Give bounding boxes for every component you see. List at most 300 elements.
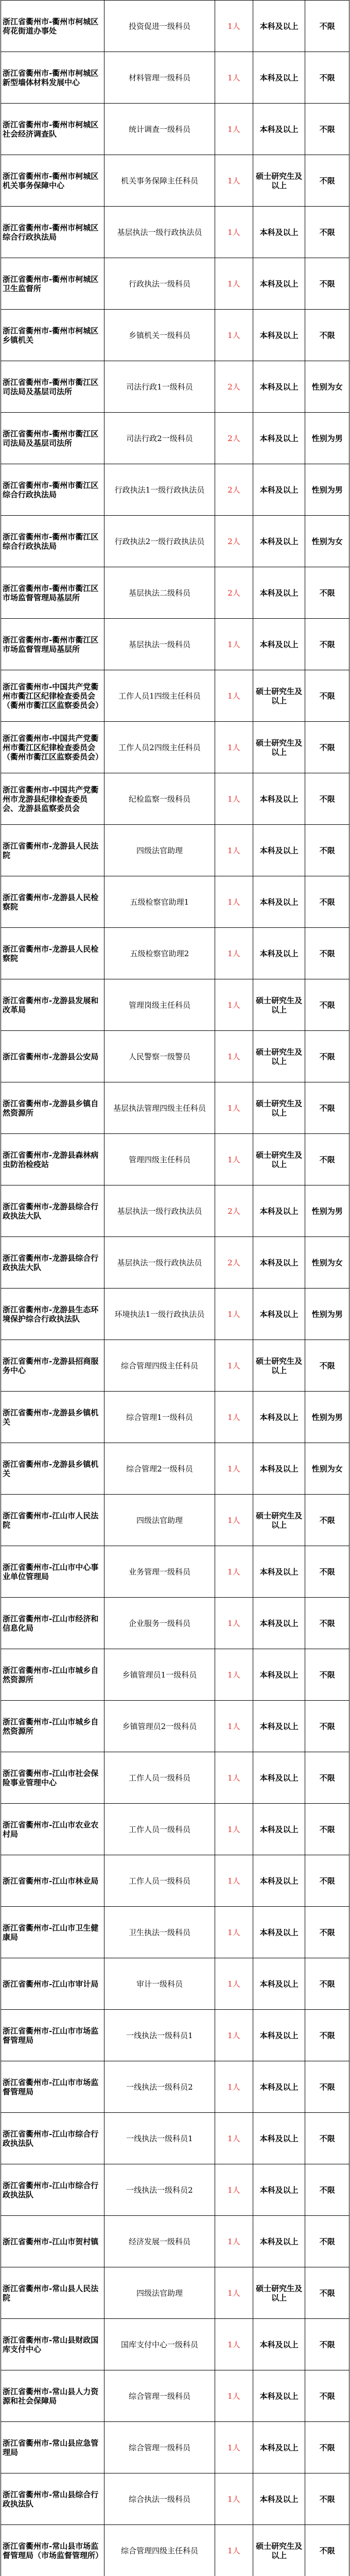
unit-cell: 浙江省衢州市-龙游县生态环境保护综合行政执法队 xyxy=(1,1289,104,1340)
education-cell: 硕士研究生及以上 xyxy=(253,1082,305,1134)
table-row xyxy=(1,2267,349,2319)
unit-cell: 浙江省衢州市-江山市城乡自然资源所 xyxy=(1,1701,104,1752)
gender-cell: 不限 xyxy=(305,1495,349,1546)
gender-cell: 不限 xyxy=(305,619,349,670)
headcount-cell: 1人 xyxy=(215,876,253,928)
unit-cell: 浙江省衢州市-常山县综合行政执法队 xyxy=(1,2473,104,2525)
headcount-cell: 1人 xyxy=(215,2422,253,2473)
table-row xyxy=(1,2061,349,2113)
table-row xyxy=(1,1598,349,1649)
gender-cell: 不限 xyxy=(305,722,349,773)
gender-cell: 性别为女 xyxy=(305,1237,349,1289)
education-cell: 本科及以上 xyxy=(253,825,305,876)
table-row xyxy=(1,1495,349,1546)
gender-cell: 不限 xyxy=(305,2061,349,2113)
gender-cell: 不限 xyxy=(305,1598,349,1649)
unit-cell: 浙江省衢州市-衢州市柯城区机关事务保障中心 xyxy=(1,155,104,207)
gender-cell: 性别为男 xyxy=(305,1392,349,1443)
headcount-cell: 1人 xyxy=(215,1134,253,1185)
education-cell: 本科及以上 xyxy=(253,1,305,52)
education-cell: 硕士研究生及以上 xyxy=(253,155,305,207)
gender-cell: 不限 xyxy=(305,979,349,1031)
position-cell: 行政执法一级科员 xyxy=(104,258,215,310)
gender-cell: 不限 xyxy=(305,155,349,207)
position-cell: 基层执法一级行政执法员 xyxy=(104,207,215,258)
education-cell: 本科及以上 xyxy=(253,207,305,258)
table-row xyxy=(1,1752,349,1804)
headcount-cell: 1人 xyxy=(215,1031,253,1082)
education-cell: 本科及以上 xyxy=(253,1289,305,1340)
gender-cell: 不限 xyxy=(305,1340,349,1392)
education-cell: 硕士研究生及以上 xyxy=(253,722,305,773)
headcount-cell: 1人 xyxy=(215,722,253,773)
table-row xyxy=(1,2010,349,2061)
unit-cell: 浙江省衢州市-江山市综合行政执法队 xyxy=(1,2164,104,2216)
position-cell: 经济发展一级科员 xyxy=(104,2216,215,2267)
position-cell: 企业服务一级科员 xyxy=(104,1598,215,1649)
unit-cell: 浙江省衢州市-衢州市衢江区市场监督管理局基层所 xyxy=(1,567,104,619)
headcount-cell: 1人 xyxy=(215,2473,253,2525)
position-cell: 业务管理一级科员 xyxy=(104,1546,215,1598)
unit-cell: 浙江省衢州市-江山市贺村镇 xyxy=(1,2216,104,2267)
gender-cell: 不限 xyxy=(305,2010,349,2061)
headcount-cell: 1人 xyxy=(215,1340,253,1392)
education-cell: 本科及以上 xyxy=(253,1237,305,1289)
headcount-cell: 2人 xyxy=(215,1185,253,1237)
position-cell: 国库支付中心一级科员 xyxy=(104,2319,215,2370)
table-row xyxy=(1,670,349,722)
education-cell: 硕士研究生及以上 xyxy=(253,670,305,722)
unit-cell: 浙江省衢州市-龙游县乡镇自然资源所 xyxy=(1,1082,104,1134)
gender-cell: 不限 xyxy=(305,670,349,722)
table-row xyxy=(1,2370,349,2422)
table-row xyxy=(1,413,349,464)
headcount-cell: 1人 xyxy=(215,1958,253,2010)
unit-cell: 浙江省衢州市-衢州市柯城区乡镇机关 xyxy=(1,310,104,361)
table-row xyxy=(1,2319,349,2370)
headcount-cell: 1人 xyxy=(215,928,253,979)
gender-cell: 不限 xyxy=(305,2473,349,2525)
unit-cell: 浙江省衢州市-衢州市衢江区综合行政执法局 xyxy=(1,464,104,516)
unit-cell: 浙江省衢州市-衢州市柯城区卫生监督所 xyxy=(1,258,104,310)
education-cell: 本科及以上 xyxy=(253,1392,305,1443)
headcount-cell: 1人 xyxy=(215,1855,253,1907)
position-cell: 综合执法一级科员 xyxy=(104,2473,215,2525)
gender-cell: 性别为男 xyxy=(305,1185,349,1237)
unit-cell: 浙江省衢州市-龙游县招商服务中心 xyxy=(1,1340,104,1392)
table-row xyxy=(1,2525,349,2576)
table-row xyxy=(1,567,349,619)
position-cell: 投资促进一级科员 xyxy=(104,1,215,52)
headcount-cell: 1人 xyxy=(215,825,253,876)
position-cell: 基层执法管理四级主任科员 xyxy=(104,1082,215,1134)
unit-cell: 浙江省衢州市-常山县人力资源和社会保障局 xyxy=(1,2370,104,2422)
table-row xyxy=(1,1546,349,1598)
position-cell: 五级检察官助理2 xyxy=(104,928,215,979)
unit-cell: 浙江省衢州市-常山县财政国库支付中心 xyxy=(1,2319,104,2370)
headcount-cell: 1人 xyxy=(215,1804,253,1855)
education-cell: 本科及以上 xyxy=(253,1804,305,1855)
headcount-cell: 1人 xyxy=(215,773,253,825)
gender-cell: 性别为女 xyxy=(305,516,349,567)
gender-cell: 不限 xyxy=(305,1,349,52)
education-cell: 本科及以上 xyxy=(253,2113,305,2164)
unit-cell: 浙江省衢州市-常山县应急管理局 xyxy=(1,2422,104,2473)
gender-cell: 不限 xyxy=(305,1804,349,1855)
position-cell: 司法行政1一级科员 xyxy=(104,361,215,413)
education-cell: 硕士研究生及以上 xyxy=(253,2525,305,2576)
headcount-cell: 1人 xyxy=(215,207,253,258)
position-cell: 综合管理四级主任科员 xyxy=(104,1340,215,1392)
unit-cell: 浙江省衢州市-衢州市衢江区司法局及基层司法所 xyxy=(1,413,104,464)
unit-cell: 浙江省衢州市-江山市审计局 xyxy=(1,1958,104,2010)
gender-cell: 不限 xyxy=(305,310,349,361)
position-cell: 人民警察一级警员 xyxy=(104,1031,215,1082)
unit-cell: 浙江省衢州市-江山市城乡自然资源所 xyxy=(1,1649,104,1701)
position-cell: 四级法官助理 xyxy=(104,1495,215,1546)
table-row xyxy=(1,1392,349,1443)
gender-cell: 不限 xyxy=(305,1855,349,1907)
table-body xyxy=(1,1,349,2576)
education-cell: 本科及以上 xyxy=(253,464,305,516)
gender-cell: 不限 xyxy=(305,773,349,825)
table-row xyxy=(1,1443,349,1495)
unit-cell: 浙江省衢州市-江山市市场监督管理局 xyxy=(1,2010,104,2061)
position-cell: 一线执法一级科员2 xyxy=(104,2061,215,2113)
unit-cell: 浙江省衢州市-衢州市柯城区荷花街道办事处 xyxy=(1,1,104,52)
headcount-cell: 1人 xyxy=(215,2267,253,2319)
unit-cell: 浙江省衢州市-江山市市场监督管理局 xyxy=(1,2061,104,2113)
education-cell: 本科及以上 xyxy=(253,1701,305,1752)
table-row xyxy=(1,928,349,979)
table-row xyxy=(1,1907,349,1958)
gender-cell: 不限 xyxy=(305,1031,349,1082)
gender-cell: 不限 xyxy=(305,876,349,928)
position-cell: 乡镇机关一级科员 xyxy=(104,310,215,361)
table-row xyxy=(1,1185,349,1237)
headcount-cell: 1人 xyxy=(215,1392,253,1443)
gender-cell: 不限 xyxy=(305,104,349,155)
unit-cell: 浙江省衢州市-江山市经济和信息化局 xyxy=(1,1598,104,1649)
education-cell: 本科及以上 xyxy=(253,2010,305,2061)
education-cell: 本科及以上 xyxy=(253,104,305,155)
gender-cell: 不限 xyxy=(305,2267,349,2319)
headcount-cell: 2人 xyxy=(215,464,253,516)
position-cell: 一线执法一级科员1 xyxy=(104,2010,215,2061)
table-row xyxy=(1,258,349,310)
table-row xyxy=(1,825,349,876)
education-cell: 本科及以上 xyxy=(253,1907,305,1958)
position-cell: 基层执法一级行政执法员 xyxy=(104,1237,215,1289)
education-cell: 本科及以上 xyxy=(253,1958,305,2010)
gender-cell: 性别为女 xyxy=(305,1443,349,1495)
headcount-cell: 2人 xyxy=(215,567,253,619)
table-row xyxy=(1,1289,349,1340)
education-cell: 本科及以上 xyxy=(253,2061,305,2113)
position-cell: 基层执法二级科员 xyxy=(104,567,215,619)
education-cell: 本科及以上 xyxy=(253,567,305,619)
headcount-cell: 1人 xyxy=(215,1701,253,1752)
unit-cell: 浙江省衢州市-龙游县发展和改革局 xyxy=(1,979,104,1031)
education-cell: 本科及以上 xyxy=(253,52,305,104)
gender-cell: 不限 xyxy=(305,1907,349,1958)
unit-cell: 浙江省衢州市-中国共产党衢州市龙游县纪律检查委员会、龙游县监察委员会 xyxy=(1,773,104,825)
table-row xyxy=(1,52,349,104)
table-row xyxy=(1,979,349,1031)
position-cell: 机关事务保障主任科员 xyxy=(104,155,215,207)
gender-cell: 性别为男 xyxy=(305,1289,349,1340)
headcount-cell: 1人 xyxy=(215,2164,253,2216)
gender-cell: 性别为男 xyxy=(305,413,349,464)
headcount-cell: 1人 xyxy=(215,1598,253,1649)
education-cell: 本科及以上 xyxy=(253,2422,305,2473)
position-cell: 工作人员一级科员 xyxy=(104,1855,215,1907)
education-cell: 硕士研究生及以上 xyxy=(253,1340,305,1392)
education-cell: 本科及以上 xyxy=(253,1185,305,1237)
headcount-cell: 1人 xyxy=(215,1495,253,1546)
headcount-cell: 2人 xyxy=(215,1237,253,1289)
table-row xyxy=(1,773,349,825)
education-cell: 本科及以上 xyxy=(253,1443,305,1495)
headcount-cell: 1人 xyxy=(215,979,253,1031)
position-cell: 工作人员1四级主任科员 xyxy=(104,670,215,722)
table-row xyxy=(1,464,349,516)
unit-cell: 浙江省衢州市-衢州市柯城区新型墙体材料发展中心 xyxy=(1,52,104,104)
table-row xyxy=(1,2164,349,2216)
position-cell: 五级检察官助理1 xyxy=(104,876,215,928)
table-row xyxy=(1,2216,349,2267)
position-cell: 管理四级主任科员 xyxy=(104,1134,215,1185)
table-row xyxy=(1,1237,349,1289)
education-cell: 本科及以上 xyxy=(253,413,305,464)
position-cell: 乡镇管理员2一级科员 xyxy=(104,1701,215,1752)
position-cell: 基层执法一级科员 xyxy=(104,619,215,670)
headcount-cell: 1人 xyxy=(215,1752,253,1804)
gender-cell: 不限 xyxy=(305,567,349,619)
education-cell: 硕士研究生及以上 xyxy=(253,1031,305,1082)
position-cell: 综合管理一级科员 xyxy=(104,2370,215,2422)
headcount-cell: 1人 xyxy=(215,619,253,670)
table-row xyxy=(1,1,349,52)
headcount-cell: 1人 xyxy=(215,1649,253,1701)
table-row xyxy=(1,1958,349,2010)
gender-cell: 不限 xyxy=(305,1134,349,1185)
position-cell: 工作人员一级科员 xyxy=(104,1752,215,1804)
education-cell: 本科及以上 xyxy=(253,310,305,361)
headcount-cell: 1人 xyxy=(215,1546,253,1598)
recruitment-table xyxy=(1,0,349,2576)
table-row xyxy=(1,1082,349,1134)
gender-cell: 不限 xyxy=(305,2319,349,2370)
education-cell: 硕士研究生及以上 xyxy=(253,1495,305,1546)
position-cell: 工作人员一级科员 xyxy=(104,1804,215,1855)
education-cell: 本科及以上 xyxy=(253,1752,305,1804)
gender-cell: 不限 xyxy=(305,825,349,876)
education-cell: 本科及以上 xyxy=(253,361,305,413)
position-cell: 材料管理一级科员 xyxy=(104,52,215,104)
unit-cell: 浙江省衢州市-常山县市场监督管理局（市场监督管理所） xyxy=(1,2525,104,2576)
position-cell: 行政执法1一级行政执法员 xyxy=(104,464,215,516)
gender-cell: 不限 xyxy=(305,1649,349,1701)
position-cell: 四级法官助理 xyxy=(104,825,215,876)
gender-cell: 不限 xyxy=(305,2525,349,2576)
headcount-cell: 1人 xyxy=(215,2010,253,2061)
headcount-cell: 1人 xyxy=(215,2061,253,2113)
position-cell: 乡镇管理员1一级科员 xyxy=(104,1649,215,1701)
education-cell: 本科及以上 xyxy=(253,2216,305,2267)
headcount-cell: 1人 xyxy=(215,52,253,104)
unit-cell: 浙江省衢州市-龙游县综合行政执法大队 xyxy=(1,1237,104,1289)
unit-cell: 浙江省衢州市-衢州市衢江区市场监督管理局基层所 xyxy=(1,619,104,670)
position-cell: 综合管理一级科员 xyxy=(104,2422,215,2473)
table-row xyxy=(1,1340,349,1392)
unit-cell: 浙江省衢州市-江山市卫生健康局 xyxy=(1,1907,104,1958)
headcount-cell: 1人 xyxy=(215,155,253,207)
education-cell: 本科及以上 xyxy=(253,619,305,670)
position-cell: 行政执法2一级行政执法员 xyxy=(104,516,215,567)
unit-cell: 浙江省衢州市-江山市社会保险事业管理中心 xyxy=(1,1752,104,1804)
unit-cell: 浙江省衢州市-龙游县乡镇机关 xyxy=(1,1443,104,1495)
unit-cell: 浙江省衢州市-衢州市柯城区社会经济调查队 xyxy=(1,104,104,155)
headcount-cell: 1人 xyxy=(215,2370,253,2422)
unit-cell: 浙江省衢州市-龙游县公安局 xyxy=(1,1031,104,1082)
gender-cell: 不限 xyxy=(305,258,349,310)
table-row xyxy=(1,2473,349,2525)
gender-cell: 不限 xyxy=(305,207,349,258)
table-row xyxy=(1,155,349,207)
position-cell: 管理岗级主任科员 xyxy=(104,979,215,1031)
headcount-cell: 1人 xyxy=(215,1907,253,1958)
table-row xyxy=(1,1804,349,1855)
unit-cell: 浙江省衢州市-常山县人民法院 xyxy=(1,2267,104,2319)
position-cell: 司法行政2一级科员 xyxy=(104,413,215,464)
education-cell: 本科及以上 xyxy=(253,928,305,979)
headcount-cell: 1人 xyxy=(215,1443,253,1495)
unit-cell: 浙江省衢州市-江山市综合行政执法队 xyxy=(1,2113,104,2164)
table-row xyxy=(1,619,349,670)
education-cell: 本科及以上 xyxy=(253,2164,305,2216)
headcount-cell: 1人 xyxy=(215,1,253,52)
table-row xyxy=(1,2422,349,2473)
table-row xyxy=(1,104,349,155)
gender-cell: 不限 xyxy=(305,1958,349,2010)
position-cell: 统计调查一级科员 xyxy=(104,104,215,155)
table-row xyxy=(1,1031,349,1082)
headcount-cell: 1人 xyxy=(215,1082,253,1134)
table-row xyxy=(1,207,349,258)
position-cell: 纪检监察一级科员 xyxy=(104,773,215,825)
unit-cell: 浙江省衢州市-龙游县乡镇机关 xyxy=(1,1392,104,1443)
position-cell: 综合管理1一级科员 xyxy=(104,1392,215,1443)
education-cell: 本科及以上 xyxy=(253,2473,305,2525)
position-cell: 综合管理四级主任科员 xyxy=(104,2525,215,2576)
unit-cell: 浙江省衢州市-中国共产党衢州市衢江区纪律检查委员会（衢州市衢江区监察委员会） xyxy=(1,670,104,722)
education-cell: 本科及以上 xyxy=(253,2319,305,2370)
unit-cell: 浙江省衢州市-龙游县人民检察院 xyxy=(1,928,104,979)
table-row xyxy=(1,876,349,928)
gender-cell: 性别为男 xyxy=(305,464,349,516)
unit-cell: 浙江省衢州市-中国共产党衢州市衢江区纪律检查委员会（衢州市衢江区监察委员会） xyxy=(1,722,104,773)
unit-cell: 浙江省衢州市-江山市中心事业单位管理局 xyxy=(1,1546,104,1598)
gender-cell: 不限 xyxy=(305,1752,349,1804)
table-row xyxy=(1,722,349,773)
headcount-cell: 1人 xyxy=(215,2113,253,2164)
education-cell: 本科及以上 xyxy=(253,2370,305,2422)
headcount-cell: 2人 xyxy=(215,413,253,464)
headcount-cell: 2人 xyxy=(215,516,253,567)
table-row xyxy=(1,516,349,567)
unit-cell: 浙江省衢州市-江山市人民法院 xyxy=(1,1495,104,1546)
unit-cell: 浙江省衢州市-衢州市衢江区综合行政执法局 xyxy=(1,516,104,567)
headcount-cell: 1人 xyxy=(215,2525,253,2576)
position-cell: 卫生执法一级科员 xyxy=(104,1907,215,1958)
table-row xyxy=(1,1134,349,1185)
headcount-cell: 1人 xyxy=(215,2216,253,2267)
gender-cell: 不限 xyxy=(305,1546,349,1598)
gender-cell: 不限 xyxy=(305,2113,349,2164)
gender-cell: 不限 xyxy=(305,2216,349,2267)
education-cell: 硕士研究生及以上 xyxy=(253,2267,305,2319)
unit-cell: 浙江省衢州市-衢州市衢江区司法局及基层司法所 xyxy=(1,361,104,413)
headcount-cell: 1人 xyxy=(215,670,253,722)
headcount-cell: 1人 xyxy=(215,2319,253,2370)
gender-cell: 不限 xyxy=(305,1701,349,1752)
gender-cell: 不限 xyxy=(305,928,349,979)
education-cell: 硕士研究生及以上 xyxy=(253,1134,305,1185)
position-cell: 环境执法1一级行政执法员 xyxy=(104,1289,215,1340)
table-row xyxy=(1,1701,349,1752)
gender-cell: 性别为女 xyxy=(305,361,349,413)
position-cell: 审计一级科员 xyxy=(104,1958,215,2010)
education-cell: 本科及以上 xyxy=(253,258,305,310)
unit-cell: 浙江省衢州市-江山市林业局 xyxy=(1,1855,104,1907)
unit-cell: 浙江省衢州市-衢州市柯城区综合行政执法局 xyxy=(1,207,104,258)
position-cell: 综合管理2一级科员 xyxy=(104,1443,215,1495)
education-cell: 本科及以上 xyxy=(253,516,305,567)
unit-cell: 浙江省衢州市-龙游县人民法院 xyxy=(1,825,104,876)
headcount-cell: 1人 xyxy=(215,1289,253,1340)
table-row xyxy=(1,1649,349,1701)
gender-cell: 不限 xyxy=(305,2422,349,2473)
headcount-cell: 2人 xyxy=(215,361,253,413)
headcount-cell: 1人 xyxy=(215,310,253,361)
gender-cell: 不限 xyxy=(305,2370,349,2422)
education-cell: 本科及以上 xyxy=(253,1649,305,1701)
education-cell: 本科及以上 xyxy=(253,1598,305,1649)
position-cell: 工作人员2四级主任科员 xyxy=(104,722,215,773)
table-row xyxy=(1,361,349,413)
gender-cell: 不限 xyxy=(305,2164,349,2216)
unit-cell: 浙江省衢州市-龙游县人民检察院 xyxy=(1,876,104,928)
headcount-cell: 1人 xyxy=(215,104,253,155)
headcount-cell: 1人 xyxy=(215,258,253,310)
position-cell: 一线执法一级科员1 xyxy=(104,2113,215,2164)
education-cell: 本科及以上 xyxy=(253,876,305,928)
education-cell: 本科及以上 xyxy=(253,1546,305,1598)
position-cell: 基层执法一级行政执法员 xyxy=(104,1185,215,1237)
gender-cell: 不限 xyxy=(305,52,349,104)
gender-cell: 不限 xyxy=(305,1082,349,1134)
position-cell: 四级法官助理 xyxy=(104,2267,215,2319)
unit-cell: 浙江省衢州市-江山市农业农村局 xyxy=(1,1804,104,1855)
unit-cell: 浙江省衢州市-龙游县综合行政执法大队 xyxy=(1,1185,104,1237)
unit-cell: 浙江省衢州市-龙游县森林病虫防治检疫站 xyxy=(1,1134,104,1185)
position-cell: 一线执法一级科员2 xyxy=(104,2164,215,2216)
table-row xyxy=(1,2113,349,2164)
table-row xyxy=(1,1855,349,1907)
table-row xyxy=(1,310,349,361)
education-cell: 本科及以上 xyxy=(253,773,305,825)
